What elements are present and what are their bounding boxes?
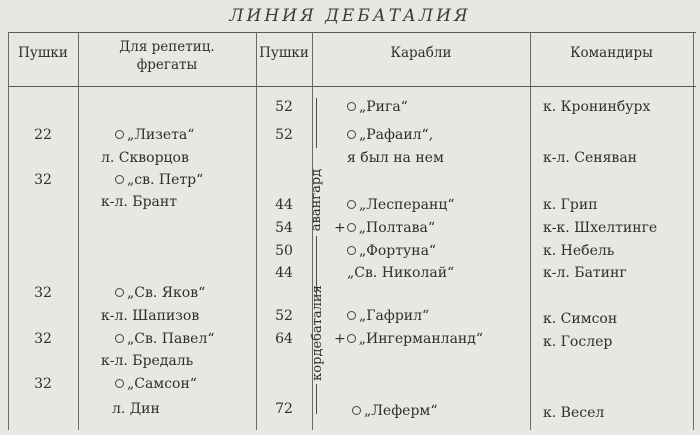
table-right-border: [693, 32, 694, 430]
frigate-name-text: „Самсон“: [127, 376, 197, 392]
ship-commander: к. Небель: [543, 243, 615, 259]
ring-icon: [347, 311, 356, 320]
ship-note: я был на нем: [347, 150, 444, 166]
ship-guns: 64: [275, 331, 293, 347]
ship-marker: +: [334, 220, 346, 236]
ship-name-text: „Лесперанц“: [359, 197, 455, 213]
ring-icon: [115, 288, 124, 297]
ship-commander: к. Кронинбурх: [543, 99, 651, 115]
kordebatalia-bracket-bottom: [316, 384, 317, 414]
ship-name: [347, 242, 436, 260]
ship-commander: к-к. Шхелтинге: [543, 220, 658, 236]
avangard-bracket-top: [316, 98, 317, 148]
frigate-guns: 32: [34, 376, 52, 392]
frigate-guns: 22: [34, 127, 52, 143]
ship-name: [347, 98, 408, 116]
ship-commander: к. Грип: [543, 197, 598, 213]
frigate-commander: л. Дин: [112, 401, 160, 417]
ring-icon: [115, 130, 124, 139]
ship-commander: к-л. Батинг: [543, 265, 627, 281]
ship-marker: +: [334, 331, 346, 347]
ship-name: [352, 402, 437, 420]
frigate-name-text: „Св. Павел“: [127, 331, 215, 347]
table-left-border: [8, 32, 9, 430]
ship-name: [347, 307, 429, 325]
ship-name: [347, 196, 454, 214]
frigate-commander: к-л. Бредаль: [101, 353, 194, 369]
frigate-name: [115, 126, 194, 144]
section-label-avangard: авангард: [309, 168, 324, 232]
ring-icon: [347, 130, 356, 139]
ship-name-text: „Гафрил“: [359, 308, 430, 324]
ship-guns: 72: [275, 401, 293, 417]
ring-icon: [115, 334, 124, 343]
page-title: ЛИНИЯ ДЕБАТАЛИЯ: [229, 6, 471, 26]
header-guns-frigates: Пушки: [18, 45, 68, 61]
table-top-rule: [8, 32, 696, 33]
ship-guns: 52: [275, 127, 293, 143]
frigate-guns: 32: [34, 172, 52, 188]
frigate-guns: 32: [34, 285, 52, 301]
frigate-commander: л. Скворцов: [101, 150, 189, 166]
ship-name: [334, 219, 435, 237]
ship-name-text: „Ингерманланд“: [358, 331, 484, 347]
ring-icon: [352, 406, 361, 415]
ship-commander: к. Гослер: [543, 334, 613, 350]
frigate-name: [115, 330, 215, 348]
ship-commander: к. Весел: [543, 405, 605, 421]
ring-icon: [115, 379, 124, 388]
ship-guns: 52: [275, 99, 293, 115]
frigate-name-text: „Лизета“: [127, 127, 195, 143]
column-divider: [78, 32, 79, 430]
ring-icon: [115, 175, 124, 184]
header-ships: Карабли: [390, 45, 452, 61]
ring-icon: [347, 102, 356, 111]
ship-name-text: „Рафаил“,: [359, 127, 434, 143]
frigate-name-text: „св. Петр“: [127, 172, 204, 188]
frigate-name: [115, 375, 197, 393]
frigate-name: [115, 171, 203, 189]
section-label-kordebatalia: кордебаталия: [310, 285, 325, 381]
ship-commander: к. Симсон: [543, 311, 618, 327]
header-guns-ships: Пушки: [259, 45, 309, 61]
ship-guns: 54: [275, 220, 293, 236]
ship-name-text: „Фортуна“: [359, 243, 437, 259]
ring-icon: [347, 223, 356, 232]
frigate-commander: к-л. Брант: [101, 194, 177, 210]
ring-icon: [347, 200, 356, 209]
ship-name: [334, 330, 483, 348]
ship-guns: 44: [275, 265, 293, 281]
header-commanders: Командиры: [570, 45, 653, 61]
ship-guns: 44: [275, 197, 293, 213]
ship-guns: 50: [275, 243, 293, 259]
column-divider: [530, 32, 531, 430]
ring-icon: [347, 246, 356, 255]
frigate-name-text: „Св. Яков“: [127, 285, 206, 301]
frigate-name: [115, 284, 205, 302]
ship-name-text: „Рига“: [359, 99, 408, 115]
ship-commander: к-л. Сеняван: [543, 150, 637, 166]
frigate-commander: к-л. Шапизов: [101, 308, 200, 324]
ship-name: „Св. Николай“: [347, 265, 455, 281]
ring-icon: [347, 334, 356, 343]
frigate-guns: 32: [34, 331, 52, 347]
ship-name-text: „Леферм“: [364, 403, 438, 419]
header-frigates: Для репетиц. фрегаты: [119, 39, 215, 73]
ship-name-text: „Полтава“: [358, 220, 435, 236]
header-bottom-rule: [8, 86, 696, 87]
ship-name: [347, 126, 433, 144]
ship-guns: 52: [275, 308, 293, 324]
